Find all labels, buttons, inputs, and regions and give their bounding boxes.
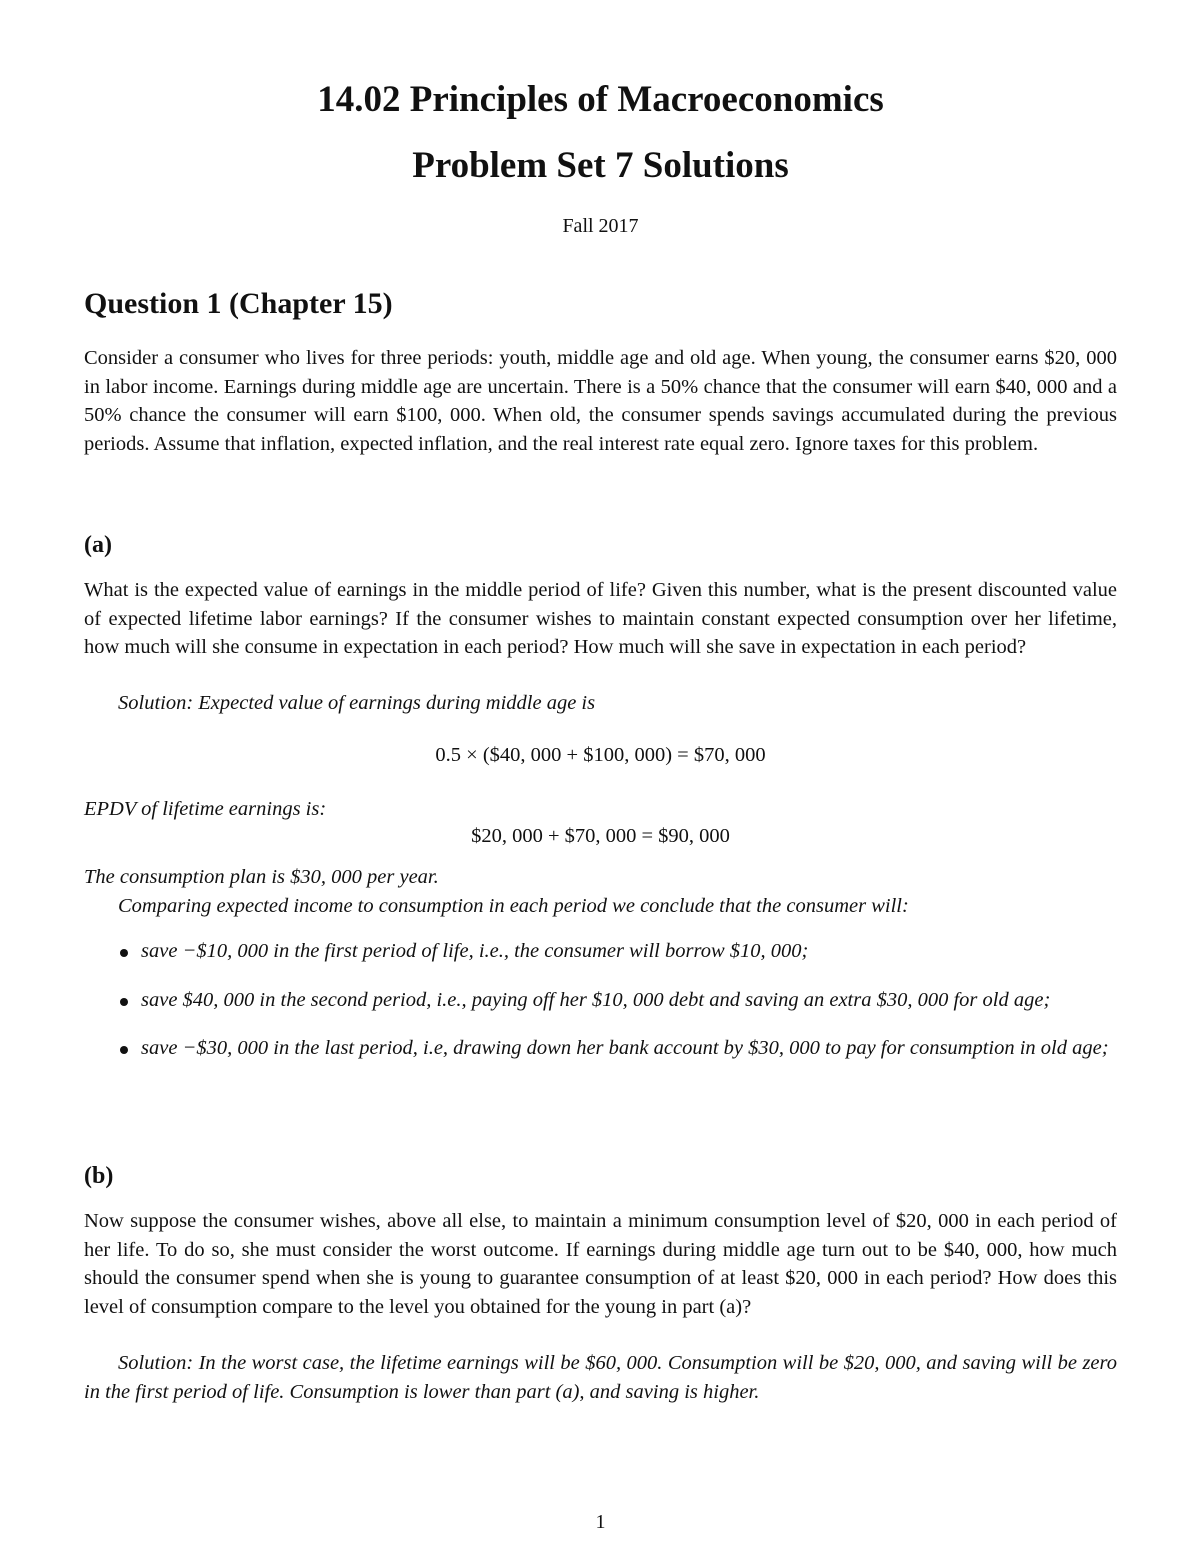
document-subtitle: Problem Set 7 Solutions	[412, 145, 789, 186]
consumption-plan: The consumption plan is $30, 000 per year.	[84, 866, 439, 888]
part-a-label: (a)	[84, 532, 112, 558]
list-item-text: save −$30, 000 in the last period, i.e, drawing down her bank account by $30, 000 to pay for consumption in old age;	[141, 1037, 1109, 1059]
equation-epdv: $20, 000 + $70, 000 = $90, 000	[471, 825, 730, 847]
epdv-label: EPDV of lifetime earnings is:	[84, 798, 327, 820]
question-1-heading: Question 1 (Chapter 15)	[84, 287, 393, 320]
part-b-solution: Solution: In the worst case, the lifetime earnings will be $60, 000. Consumption will be $20, 000, and saving will be zero in the first period of life. Consumption is lower than part (a), and saving is higher.	[84, 1352, 1117, 1403]
page-number: 1	[595, 1511, 606, 1533]
list-item	[84, 986, 1117, 1015]
document-title: 14.02 Principles of Macroeconomics	[317, 79, 884, 120]
savings-list	[84, 937, 1117, 1083]
list-item	[84, 937, 1117, 966]
document-term: Fall 2017	[562, 215, 639, 237]
part-b-question: Now suppose the consumer wishes, above all else, to maintain a minimum consumption level of $20, 000 in each period of her life. To do so, she must consider the worst outcome. If earnings during middle age turn out to be $40, 000, how much should the consumer spend when she is young to guarantee consumption of at least $20, 000 in each period? How does this level of consumption compare to the level you obtained for the young in part (a)?	[84, 1210, 1117, 1318]
list-item	[84, 1034, 1117, 1063]
question-1-intro: Consider a consumer who lives for three periods: youth, middle age and old age. When young, the consumer earns $20, 000 in labor income. Earnings during middle age are uncertain. There is a 50% chance that the consumer will earn $40, 000 and a 50% chance the consumer will earn $100, 000. When old, the consumer spends savings accumulated during the previous periods. Assume that inflation, expected inflation, and the real interest rate equal zero. Ignore taxes for this problem.	[84, 347, 1117, 455]
part-b-label: (b)	[84, 1163, 114, 1189]
list-item-text: save −$10, 000 in the first period of life, i.e., the consumer will borrow $10, 000;	[141, 940, 809, 962]
comparing-text: Comparing expected income to consumption in each period we conclude that the consumer will:	[118, 895, 909, 917]
equation-expected-middle-earnings: 0.5 × ($40, 000 + $100, 000) = $70, 000	[435, 744, 766, 766]
part-a-solution-intro: Solution: Expected value of earnings during middle age is	[118, 692, 596, 714]
bullet-icon	[120, 1046, 128, 1054]
bullet-icon	[120, 998, 128, 1006]
bullet-icon	[120, 949, 128, 957]
part-a-question: What is the expected value of earnings in the middle period of life? Given this number, what is the present discounted value of expected lifetime labor earnings? If the consumer wishes to maintain constant expected consumption over her lifetime, how much will she consume in expectation in each period? How much will she save in expectation in each period?	[84, 579, 1117, 658]
list-item-text: save $40, 000 in the second period, i.e., paying off her $10, 000 debt and saving an extra $30, 000 for old age;	[141, 988, 1051, 1011]
